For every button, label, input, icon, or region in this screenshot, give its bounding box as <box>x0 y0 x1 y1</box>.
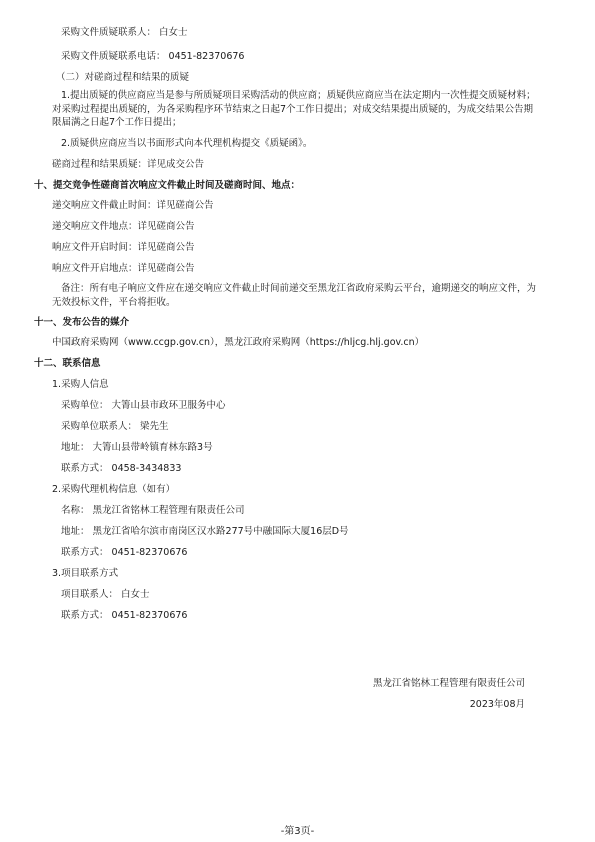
agency-name: 名称： 黑龙江省铭林工程管理有限责任公司 <box>61 505 245 516</box>
purchaser-unit: 采购单位： 大箐山县市政环卫服务中心 <box>61 400 226 411</box>
project-contact-phone: 联系方式： 0451-82370676 <box>61 610 188 621</box>
page-number: -第3页- <box>280 826 315 837</box>
signature-date: 2023年08月 <box>469 699 525 710</box>
inquiry-letter-note: 2.质疑供应商应当以书面形式向本代理机构提交《质疑函》。 <box>61 138 313 149</box>
agency-info-heading: 2.采购代理机构信息（如有） <box>52 484 176 495</box>
agency-phone: 联系方式： 0451-82370676 <box>61 547 188 558</box>
section-heading-media: 十一、发布公告的媒介 <box>34 317 130 328</box>
media-sites: 中国政府采购网（www.ccgp.gov.cn），黑龙江政府采购网（https://hljcg.hlj.gov.cn） <box>52 337 425 348</box>
agency-address: 地址： 黑龙江省哈尔滨市南岗区汉水路277号中融国际大厦16层D号 <box>61 526 349 537</box>
section-heading-inquiry-process: （二）对磋商过程和结果的质疑 <box>56 72 190 83</box>
project-contact-heading: 3.项目联系方式 <box>52 568 119 579</box>
submission-location: 递交响应文件地点：详见磋商公告 <box>52 221 195 232</box>
section-heading-contact: 十二、联系信息 <box>34 358 101 369</box>
purchaser-phone: 联系方式： 0458-3434833 <box>61 463 182 474</box>
remarks-paragraph: 备注：所有电子响应文件应在递交响应文件截止时间前递交至黑龙江省政府采购云平台，逾期递交的响应文件，为无效投标文件，平台将拒收。 <box>52 283 537 308</box>
procurement-inquiry-phone: 采购文件质疑联系电话： 0451-82370676 <box>61 51 245 62</box>
negotiation-inquiry-note: 磋商过程和结果质疑：详见成交公告 <box>52 159 205 170</box>
signature-company: 黑龙江省铭林工程管理有限责任公司 <box>372 678 525 689</box>
purchaser-info-heading: 1.采购人信息 <box>52 379 109 390</box>
section-heading-deadline: 十、提交竞争性磋商首次响应文件截止时间及磋商时间、地点： <box>34 180 301 191</box>
purchaser-contact: 采购单位联系人： 梁先生 <box>61 421 169 432</box>
submission-deadline: 递交响应文件截止时间：详见磋商公告 <box>52 200 214 211</box>
opening-time: 响应文件开启时间：详见磋商公告 <box>52 242 195 253</box>
procurement-inquiry-contact: 采购文件质疑联系人： 白女士 <box>61 27 188 38</box>
purchaser-address: 地址： 大箐山县带岭镇育林东路3号 <box>61 442 213 453</box>
inquiry-rules-paragraph: 1.提出质疑的供应商应当是参与所质疑项目采购活动的供应商；质疑供应商应当在法定期内一次性提交质疑材料；对采购过程提出质疑的，为各采购程序环节结束之日起7个工作日提出；对成交结果提出质疑的，为成交结果公告期限届满之日起7个工作日提出； <box>52 90 536 128</box>
project-contact-person: 项目联系人： 白女士 <box>61 589 150 600</box>
opening-location: 响应文件开启地点：详见磋商公告 <box>52 263 195 274</box>
